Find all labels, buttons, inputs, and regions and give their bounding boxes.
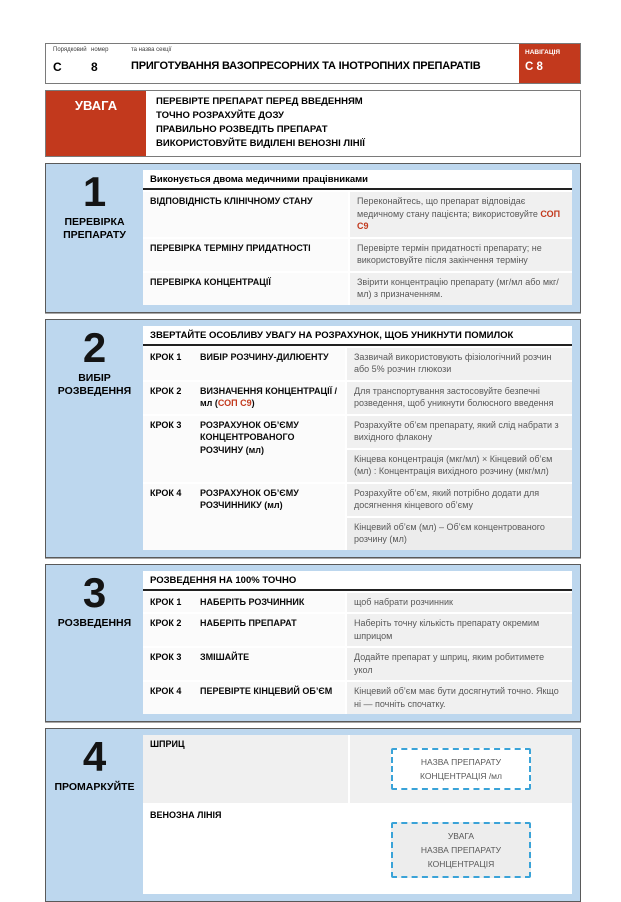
- number-label: номер: [91, 47, 109, 53]
- section-name: ВИБІР РОЗВЕДЕННЯ: [57, 371, 132, 397]
- section-name: ПЕРЕВІРКА ПРЕПАРАТУ: [63, 216, 126, 241]
- desc-cell: Звірити концентрацію препарату (мг/мл або мкг/мл) з призначенням.: [348, 273, 572, 305]
- tag-line: НАЗВА ПРЕПАРАТУ: [420, 845, 502, 855]
- ordinal-value: C: [53, 60, 62, 74]
- label-cell: ВИБІР РОЗЧИНУ-ДИЛЮЕНТУ: [193, 348, 345, 380]
- table-row: [143, 646, 572, 680]
- header-title-column: [131, 47, 513, 79]
- table-row: [143, 380, 572, 414]
- tag-line: НАЗВА ПРЕПАРАТУ: [420, 757, 502, 767]
- label-cell: ПЕРЕВІРКА КОНЦЕНТРАЦІЇ: [143, 273, 348, 305]
- section-panel-choose-dilution: [45, 319, 581, 558]
- label-cell: ПЕРЕВІРТЕ КІНЦЕВИЙ ОБ’ЄМ: [193, 682, 345, 714]
- section-name-label: та назва секції: [131, 47, 172, 53]
- table-row-venous-line: [143, 803, 572, 894]
- step-cell: КРОК 3: [143, 648, 193, 680]
- label-cell: [193, 382, 345, 414]
- section-table: [143, 326, 572, 550]
- table-row: [143, 190, 572, 237]
- table-header: Виконується двома медичними працівниками: [143, 170, 572, 190]
- venous-line-tag-box: [391, 822, 531, 878]
- ordinal-label: Порядковий: [53, 47, 87, 53]
- navigation-value: С 8: [525, 61, 543, 73]
- warning-lines: [146, 91, 580, 156]
- number-value: 8: [91, 60, 98, 74]
- desc-cell: Для транспортування застосовуйте безпечні розведення, щоб уникнути болюсного введення: [345, 382, 572, 414]
- desc-cell: Зазвичай використовують фізіологічний розчин або 5% розчин глюкози: [345, 348, 572, 380]
- table-row: [143, 271, 572, 305]
- desc-cell: [348, 192, 572, 237]
- table-row: [143, 612, 572, 646]
- step-cell: КРОК 4: [143, 682, 193, 714]
- table-row: [143, 237, 572, 271]
- section-left-column: [46, 320, 143, 557]
- desc-stack: [345, 484, 572, 550]
- warning-line: ПРАВИЛЬНО РОЗВЕДІТЬ ПРЕПАРАТ: [156, 124, 328, 135]
- step-cell: КРОК 3: [143, 416, 193, 482]
- section-table: [143, 735, 572, 894]
- label-cell: РОЗРАХУНОК ОБ’ЄМУ КОНЦЕНТРОВАНОГО РОЗЧИНУ (мл): [193, 416, 345, 482]
- tag-cell: [348, 735, 572, 803]
- warning-banner: [45, 90, 581, 157]
- section-number: 3: [82, 568, 107, 616]
- tag-cell: [348, 806, 572, 894]
- desc-stack: [345, 416, 572, 482]
- step-cell: КРОК 4: [143, 484, 193, 550]
- header-left: [46, 44, 519, 83]
- section-number: 2: [82, 323, 107, 371]
- tag-line: УВАГА: [447, 831, 475, 841]
- table-row: [143, 680, 572, 714]
- table-row-syringe: [143, 735, 572, 803]
- section-panel-label-it: [45, 728, 581, 902]
- table-row: [143, 482, 572, 550]
- warning-badge: УВАГА: [46, 91, 146, 156]
- navigation-label: НАВІГАЦІЯ: [525, 49, 561, 56]
- label-cell: РОЗРАХУНОК ОБ’ЄМУ РОЗЧИННИКУ (мл): [193, 484, 345, 550]
- desc-cell: Розрахуйте об’єм препарату, який слід набрати з вихідного флакону: [347, 416, 572, 448]
- label-cell: ЗМІШАЙТЕ: [193, 648, 345, 680]
- desc-cell: Перевірте термін придатності препарату; не використовуйте після закінчення терміну: [348, 239, 572, 271]
- label-cell: ШПРИЦ: [150, 739, 185, 749]
- desc-cell: щоб набрати розчинник: [345, 593, 572, 613]
- section-left-column: [46, 729, 143, 901]
- desc-cell: Кінцевий об’єм має бути досягнутий точно. Якщо ні — почніть спочатку.: [345, 682, 572, 714]
- label-cell: ВЕНОЗНА ЛІНІЯ: [150, 810, 222, 820]
- header-number-column: [91, 47, 131, 79]
- warning-line: ВИКОРИСТОВУЙТЕ ВИДІЛЕНІ ВЕНОЗНІ ЛІНІЇ: [156, 138, 365, 149]
- warning-line: ПЕРЕВІРТЕ ПРЕПАРАТ ПЕРЕД ВВЕДЕННЯМ: [156, 96, 363, 107]
- label-cell: ВІДПОВІДНІСТЬ КЛІНІЧНОМУ СТАНУ: [143, 192, 348, 237]
- section-number: 4: [82, 733, 107, 780]
- section-name: ПРОМАРКУЙТЕ: [54, 781, 135, 793]
- table-row: [143, 591, 572, 613]
- page-title: ПРИГОТУВАННЯ ВАЗОПРЕСОРНИХ ТА ІНОТРОПНИХ ПРЕПАРАТІВ: [131, 60, 481, 72]
- desc-text: Переконайтесь, що препарат відповідає медичному стану пацієнта; використовуйте: [357, 196, 541, 219]
- sop-reference: СОП С9: [217, 398, 252, 408]
- step-cell: КРОК 2: [143, 614, 193, 646]
- section-table: [143, 170, 572, 305]
- section-table: [143, 571, 572, 715]
- header: [45, 43, 581, 84]
- label-text: ): [251, 398, 255, 408]
- step-cell: КРОК 1: [143, 348, 193, 380]
- sop-reference: СОП С9: [357, 208, 561, 231]
- section-panel-check-drug: [45, 163, 581, 313]
- table-header: РОЗВЕДЕННЯ НА 100% ТОЧНО: [143, 571, 572, 591]
- step-cell: КРОК 1: [143, 593, 193, 613]
- tag-line: КОНЦЕНТРАЦІЯ: [427, 859, 495, 869]
- table-header: ЗВЕРТАЙТЕ ОСОБЛИВУ УВАГУ НА РОЗРАХУНОК, ЩОБ УНИКНУТИ ПОМИЛОК: [143, 326, 572, 346]
- label-cell: НАБЕРІТЬ ПРЕПАРАТ: [193, 614, 345, 646]
- table-row: [143, 414, 572, 482]
- section-left-column: [46, 164, 143, 312]
- desc-cell: Додайте препарат у шприц, яким робитимете укол: [345, 648, 572, 680]
- warning-line: ТОЧНО РОЗРАХУЙТЕ ДОЗУ: [156, 110, 284, 121]
- label-cell: ПЕРЕВІРКА ТЕРМІНУ ПРИДАТНОСТІ: [143, 239, 348, 271]
- section-left-column: [46, 565, 143, 722]
- table-row: [143, 346, 572, 380]
- desc-cell: Наберіть точну кількість препарату окремим шприцом: [345, 614, 572, 646]
- section-panel-dilution: [45, 564, 581, 723]
- navigation-badge: [519, 44, 580, 83]
- desc-cell: Розрахуйте об’єм, який потрібно додати для досягнення кінцевого об’єму: [347, 484, 572, 516]
- section-name: РОЗВЕДЕННЯ: [57, 616, 132, 629]
- tag-line: КОНЦЕНТРАЦІЯ /мл: [420, 771, 502, 781]
- formula-cell: Кінцева концентрація (мкг/мл) × Кінцевий об’єм (мл) : Концентрація вихідного розчину (мкг/мл): [347, 450, 572, 482]
- formula-cell: Кінцевий об’єм (мл) – Об’єм концентрованого розчину (мл): [347, 518, 572, 550]
- label-cell: НАБЕРІТЬ РОЗЧИННИК: [193, 593, 345, 613]
- section-number: 1: [82, 168, 107, 215]
- header-ordinal-column: [53, 47, 91, 79]
- label-text: ВИЗНАЧЕННЯ КОНЦЕНТРАЦІЇ / мл (: [200, 385, 338, 408]
- step-cell: КРОК 2: [143, 382, 193, 414]
- syringe-tag-box: [391, 748, 531, 790]
